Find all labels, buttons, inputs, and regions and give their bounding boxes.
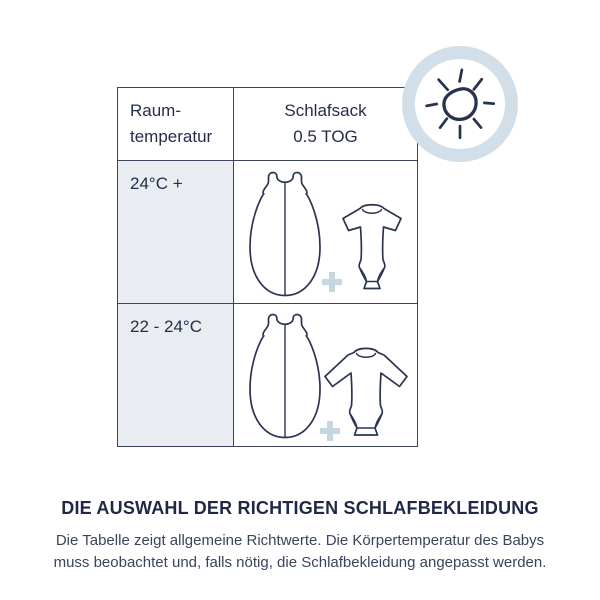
sleepwear-table bbox=[117, 87, 418, 447]
row2-sleepwear-cell bbox=[234, 303, 417, 446]
footer bbox=[0, 498, 600, 574]
sun-badge bbox=[402, 46, 518, 162]
footer-heading: DIE AUSWAHL DER RICHTIGEN SCHLAFBEKLEIDUNG bbox=[61, 498, 539, 518]
row1-temperature-value: 24°C + bbox=[130, 174, 183, 193]
header-room-temperature-line1: Raum- bbox=[130, 101, 182, 120]
header-sleeping-bag-line2: 0.5 TOG bbox=[293, 127, 358, 146]
row2-temperature-value: 22 - 24°C bbox=[130, 317, 203, 336]
footer-body-line2: muss beobachtet und, falls nötig, die Schlafbekleidung angepasst werden. bbox=[53, 554, 547, 571]
sleeping-bag-icon bbox=[247, 169, 323, 300]
header-sleeping-bag-line1: Schlafsack bbox=[284, 101, 367, 120]
header-room-temperature-line2: temperatur bbox=[130, 127, 213, 146]
row1-sleepwear-cell bbox=[234, 160, 417, 303]
long-sleeve-bodysuit-icon bbox=[320, 342, 412, 438]
row2-temperature-cell bbox=[118, 303, 234, 446]
sleeping-bag-icon bbox=[247, 311, 323, 442]
header-room-temperature bbox=[118, 88, 234, 160]
header-sleeping-bag-tog bbox=[234, 88, 417, 160]
footer-body-line1: Die Tabelle zeigt allgemeine Richtwerte. Die Körpertemperatur des Babys bbox=[55, 532, 545, 549]
short-sleeve-bodysuit-icon bbox=[337, 199, 407, 291]
row1-temperature-cell bbox=[118, 160, 234, 303]
sun-icon bbox=[415, 55, 505, 153]
